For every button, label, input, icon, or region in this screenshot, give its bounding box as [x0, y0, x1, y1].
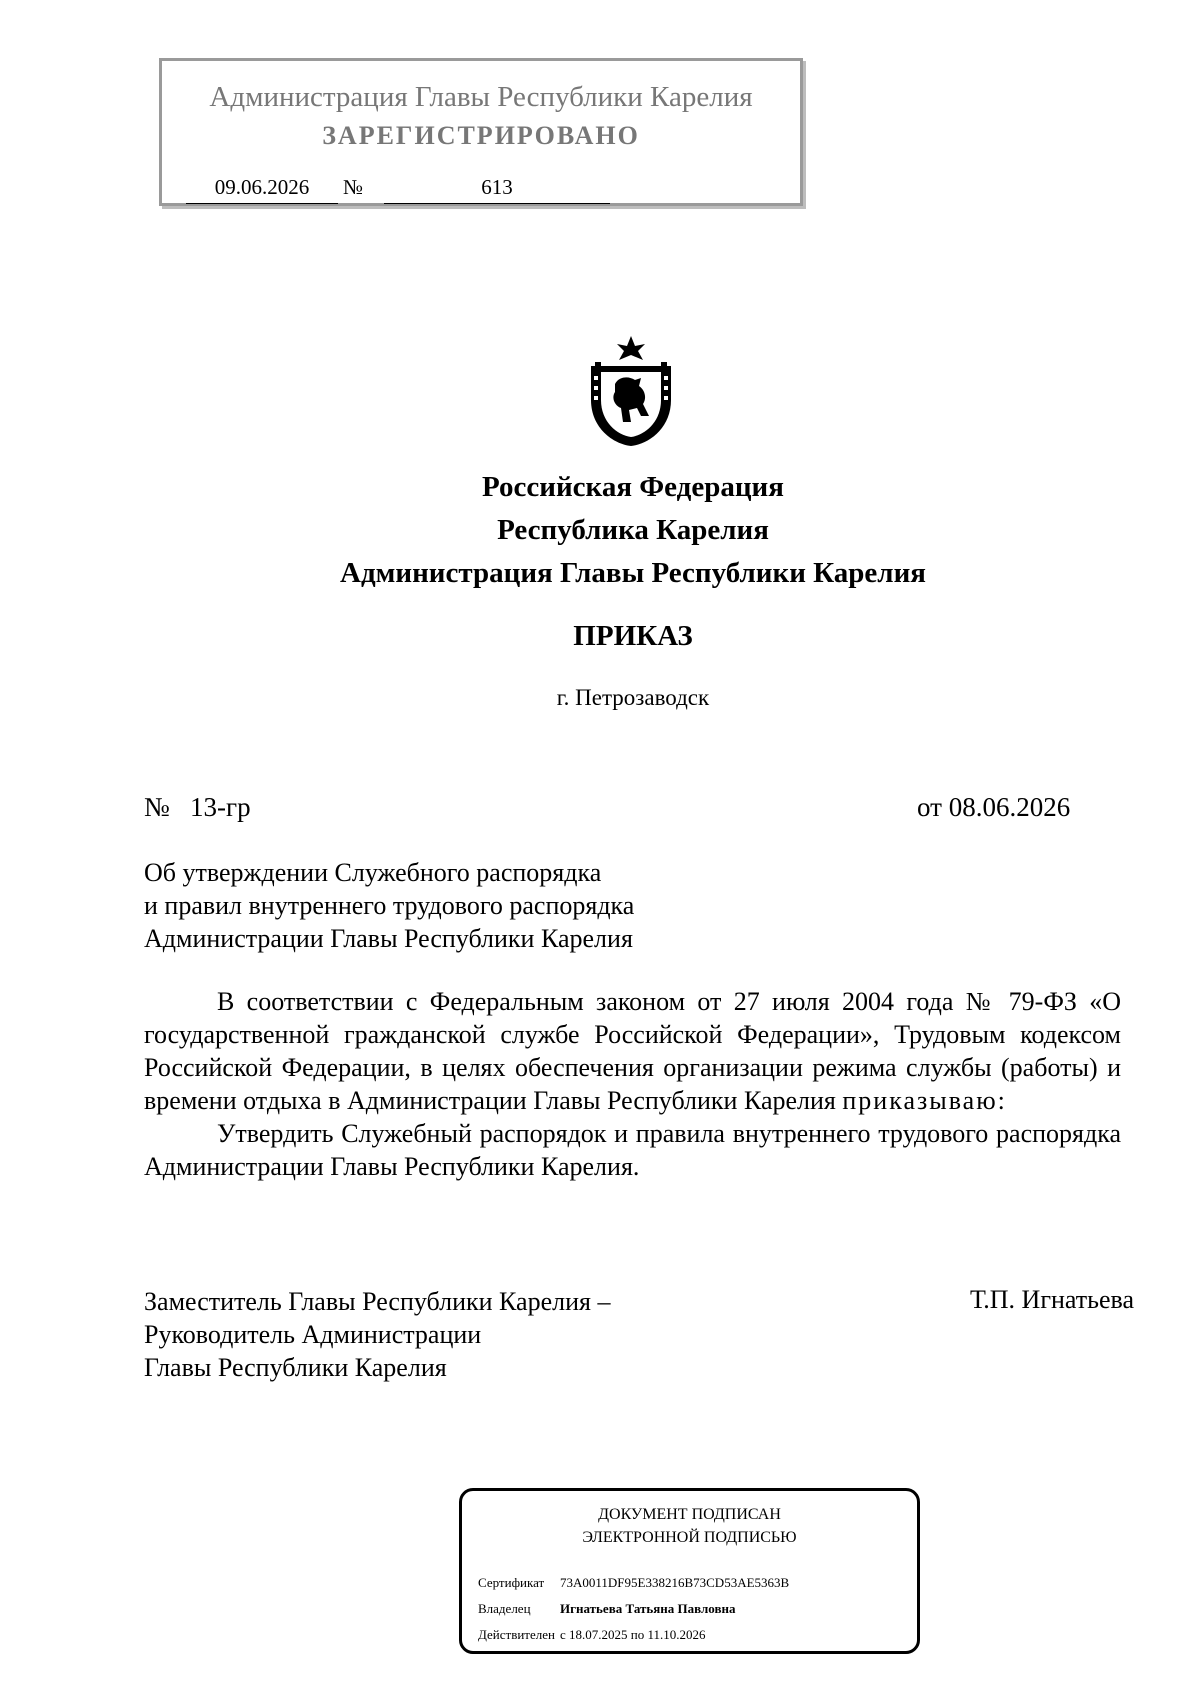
esig-owner-value: Игнатьева Татьяна Павловна [560, 1601, 736, 1616]
republic-heading: Республика Карелия [497, 514, 769, 546]
esig-valid-value: с 18.07.2025 по 11.10.2026 [560, 1627, 706, 1642]
esig-certificate-value: 73A0011DF95E338216B73CD53AE5363B [560, 1575, 790, 1590]
position-line: Заместитель Главы Республики Карелия – [144, 1287, 611, 1316]
signatory-position [144, 1285, 610, 1384]
order-subject [144, 856, 634, 955]
position-line: Главы Республики Карелия [144, 1353, 447, 1382]
body-paragraph-text: В соответствии с Федеральным законом от 27 июля 2004 года № 79-ФЗ «О государственной гражданской службе Российской Федерации», Трудовым кодексом Российской Федерации, в целях обеспечения организации режима службы (работы) и времени отдыха в Администрации Главы Республики Карелия [144, 987, 1121, 1115]
esig-title-line: ДОКУМЕНТ ПОДПИСАН [598, 1506, 781, 1523]
registration-number-sign: № [343, 175, 364, 199]
esig-title [462, 1503, 917, 1549]
registration-date: 09.06.2026 [186, 175, 338, 204]
esig-owner-label: Владелец [478, 1601, 531, 1616]
registration-status: ЗАРЕГИСТРИРОВАНО [322, 121, 640, 150]
esig-certificate-row [478, 1575, 789, 1591]
subject-line: Администрации Главы Республики Карелия [144, 924, 633, 953]
body-paragraph [144, 985, 1121, 1117]
esig-owner-row [478, 1601, 735, 1617]
electronic-signature-stamp [459, 1488, 920, 1654]
organization-heading: Администрация Главы Республики Карелия [340, 557, 926, 589]
esig-valid-label: Действителен [478, 1627, 555, 1642]
order-date: от 08.06.2026 [917, 792, 1071, 822]
country-heading: Российская Федерация [482, 471, 784, 503]
karelia-coat-of-arms-icon [585, 336, 677, 448]
body-paragraph: Утвердить Служебный распорядок и правила внутреннего трудового распорядка Администрации Главы Республики Карелия. [144, 1119, 1121, 1181]
registration-number: 613 [384, 175, 610, 204]
order-word: приказываю: [842, 1086, 1007, 1115]
order-body [144, 985, 1121, 1183]
esig-valid-row [478, 1627, 706, 1643]
subject-line: и правил внутреннего трудового распорядка [144, 891, 635, 920]
position-line: Руководитель Администрации [144, 1320, 482, 1349]
city-label: г. Петрозаводск [556, 685, 710, 710]
order-number: № 13-гр [144, 792, 251, 822]
registration-organization: Администрация Главы Республики Карелия [209, 81, 753, 113]
subject-line: Об утверждении Служебного распорядка [144, 858, 602, 887]
esig-certificate-label: Сертификат [478, 1575, 545, 1590]
registration-stamp [159, 58, 803, 206]
signatory-name: Т.П. Игнатьева [970, 1285, 1135, 1314]
esig-title-line: ЭЛЕКТРОННОЙ ПОДПИСЬЮ [582, 1529, 797, 1546]
document-type-heading: ПРИКАЗ [573, 620, 693, 652]
